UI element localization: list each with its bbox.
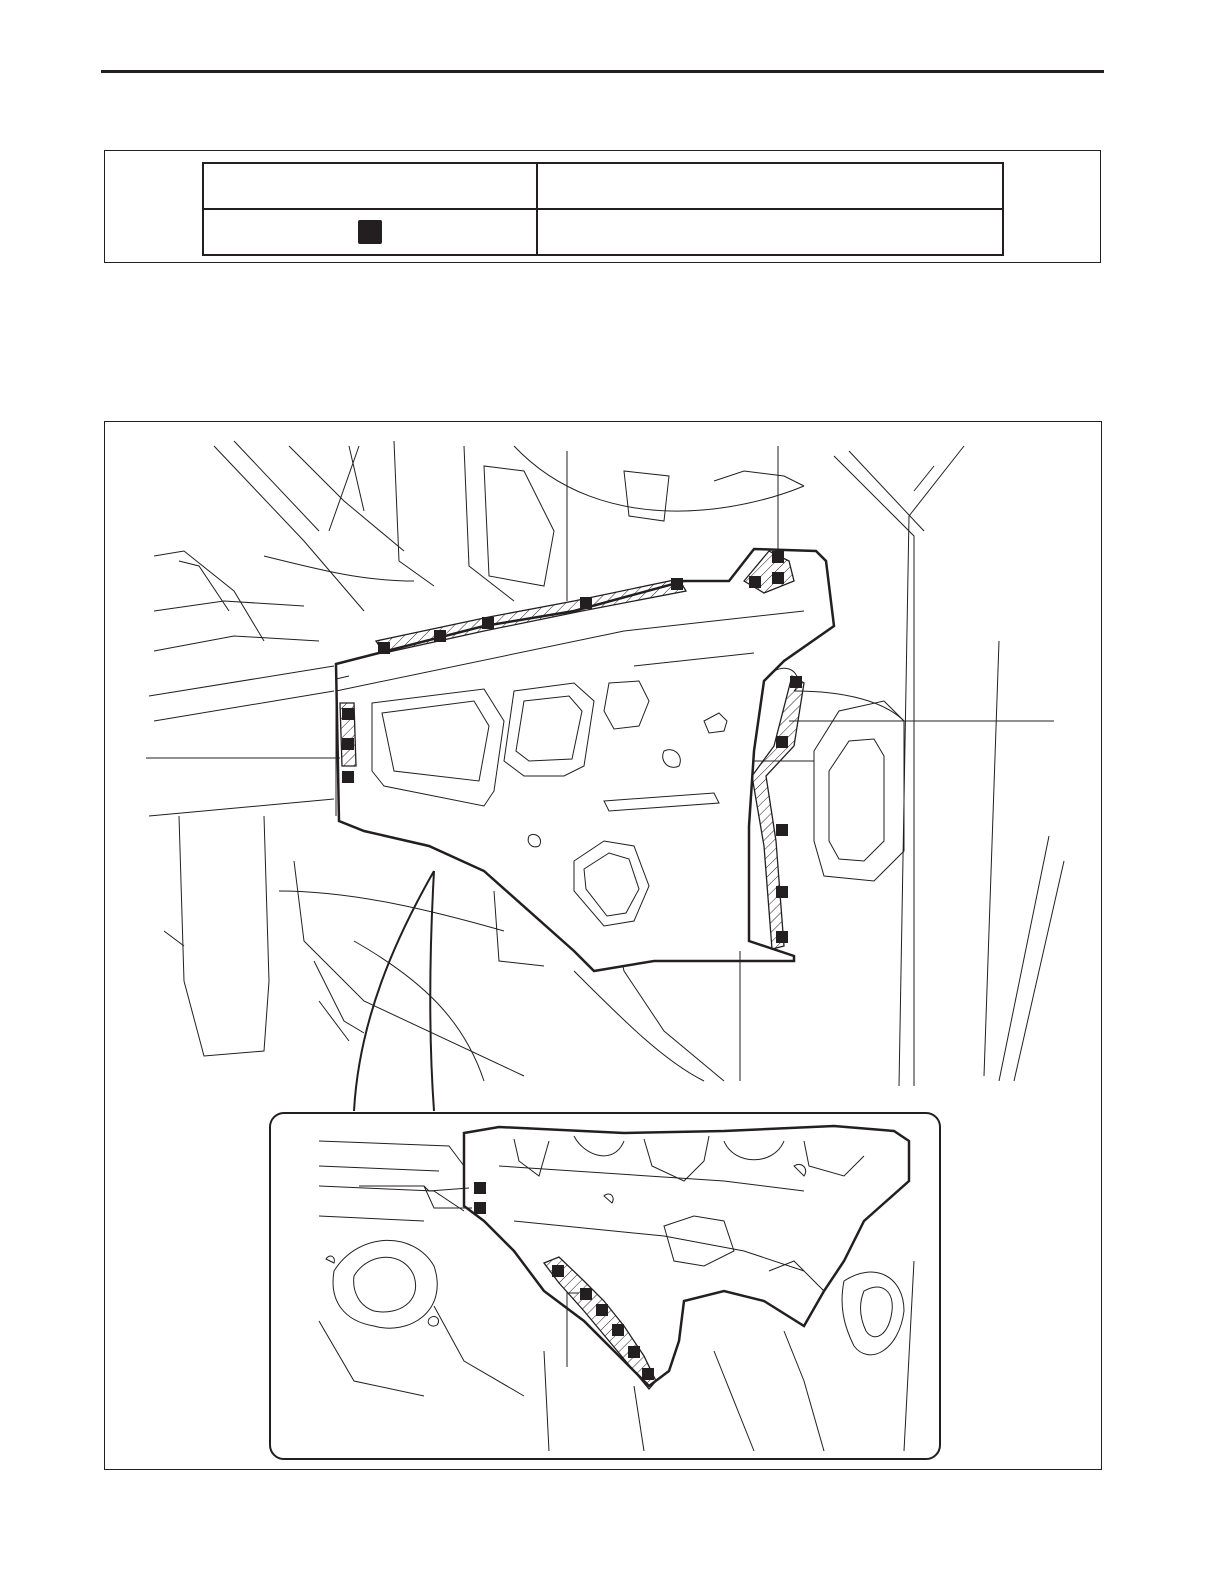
- weld-point-icon: [358, 220, 382, 244]
- weld-point: [434, 630, 446, 642]
- legend-header-symbol-cell: [203, 163, 537, 209]
- weld-point: [628, 1346, 640, 1358]
- weld-point: [749, 576, 761, 588]
- detail-callout-cone: [354, 871, 434, 1111]
- weld-point: [378, 642, 390, 654]
- weld-point: [772, 551, 784, 563]
- legend-row: [203, 209, 1003, 255]
- weld-point: [776, 736, 788, 748]
- weld-point: [642, 1368, 654, 1380]
- weld-point: [474, 1182, 486, 1194]
- weld-point: [671, 578, 683, 590]
- weld-point: [772, 572, 784, 584]
- weld-point: [776, 824, 788, 836]
- weld-point: [580, 597, 592, 609]
- weld-point: [342, 708, 354, 720]
- legend-symbol-cell: [203, 209, 537, 255]
- weld-point: [482, 617, 494, 629]
- weld-point: [552, 1265, 564, 1277]
- legend-description-cell: [537, 209, 1003, 255]
- weld-point: [580, 1288, 592, 1300]
- weld-symbol-legend-table: [202, 162, 1004, 256]
- weld-point: [596, 1304, 608, 1316]
- weld-point: [776, 886, 788, 898]
- panel-weld-diagram: [104, 421, 1102, 1470]
- legend-header-row: [203, 163, 1003, 209]
- weld-point: [612, 1324, 624, 1336]
- header-rule: [101, 70, 1104, 73]
- legend-header-description-cell: [537, 163, 1003, 209]
- weld-point: [474, 1202, 486, 1214]
- weld-point: [342, 771, 354, 783]
- weld-point: [790, 676, 802, 688]
- weld-point: [342, 738, 354, 750]
- detail-view: [270, 1113, 940, 1459]
- weld-point: [776, 931, 788, 943]
